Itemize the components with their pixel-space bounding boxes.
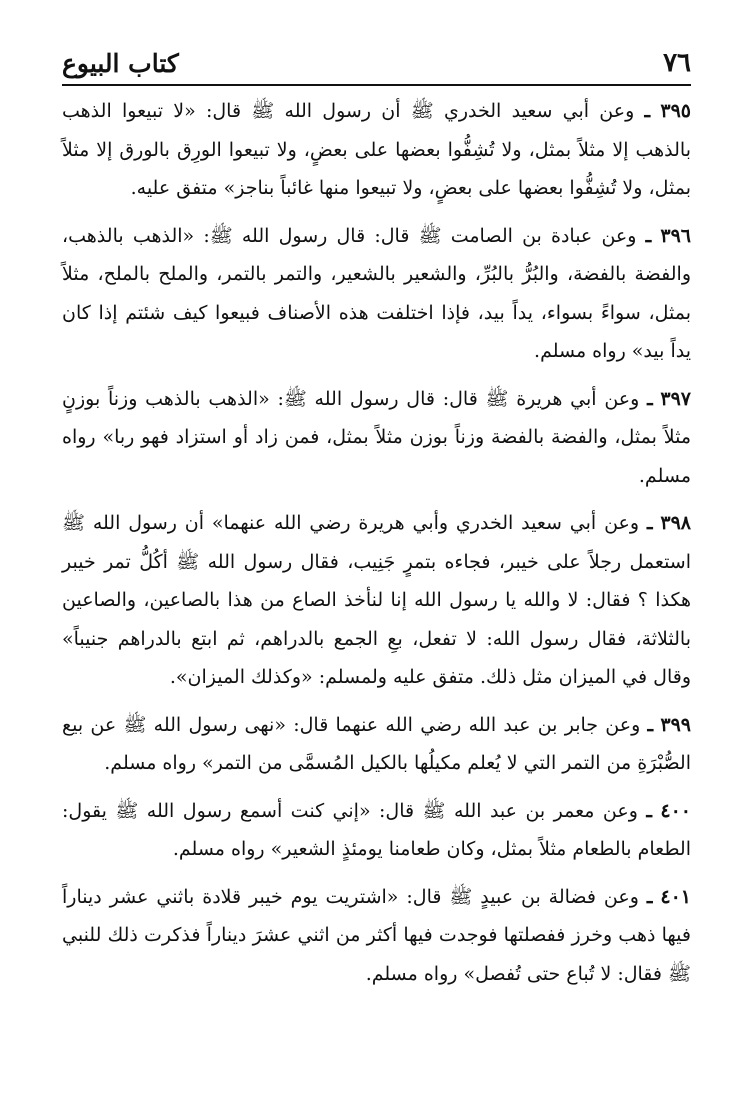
hadith-396: [62, 217, 691, 371]
hadith-400: [62, 792, 691, 869]
hadith-number: ٣٩٥: [660, 100, 691, 122]
hadith-number: ٣٩٩: [660, 713, 691, 736]
page-header: [62, 40, 691, 86]
hadith-401: [62, 878, 691, 994]
separator: ـ: [646, 885, 653, 908]
hadith-list: [62, 92, 691, 1002]
hadith-text: وعن عبادة بن الصامت ﷺ قال: قال رسول الله ﷺ: «الذهب بالذهب، والفضة بالفضة، والبُرُّ بالبُرِّ، والشعير بالشعير، والتمر بالتمر، والملح بالملح، مثلاً بمثل، سواءً بسواء، يداً بيد، فإذا اختلفت هذه الأصناف فبيعوا كيف شئتم إذا كان يداً بيد» رواه مسلم.: [62, 224, 691, 362]
hadith-395: [62, 92, 691, 208]
hadith-number: ٣٩٦: [660, 224, 691, 247]
hadith-number: ٣٩٨: [660, 512, 692, 534]
separator: ـ: [646, 512, 653, 534]
hadith-397: [62, 380, 691, 496]
book-title: كتاب البيوع: [62, 49, 179, 78]
separator: ـ: [646, 799, 652, 822]
separator: ـ: [647, 387, 653, 410]
hadith-text: وعن أبي سعيد الخدري وأبي هريرة رضي الله عنهما» أن رسول الله ﷺ استعمل رجلاً على خيبر، فجاءه بتمرٍ جَنِيب، فقال رسول الله ﷺ أكُلُّ تمر خيبر هكذا ؟ فقال: لا والله يا رسول الله إنا لنأخذ الصاع من هذا بالصاعين، والصاعين بالثلاثة، فقال رسول الله: لا تفعل، بعِ الجمع بالدراهم، ثم ابتع بالدراهم جنيباً» وقال في الميزان مثل ذلك. متفق عليه ولمسلم: «وكذلك الميزان».: [62, 512, 691, 688]
hadith-text: وعن فضالة بن عبيدٍ ﷺ قال: «اشتريت يوم خيبر قلادة باثني عشر ديناراً فيها ذهب وخرز ففصلتها فوجدت فيها أكثر من اثني عشرَ ديناراً فذكرت ذلك للنبي ﷺ فقال: لا تُباع حتى تُفصل» رواه مسلم.: [62, 885, 691, 985]
separator: ـ: [647, 713, 654, 736]
page-number: ٧٦: [663, 48, 691, 78]
separator: ـ: [644, 100, 651, 122]
hadith-399: [62, 706, 691, 783]
hadith-text: وعن أبي هريرة ﷺ قال: قال رسول الله ﷺ: «الذهب بالذهب وزناً بوزنٍ مثلاً بمثل، والفضة بالفضة وزناً بوزن مثلاً بمثل، فمن زاد أو استزاد فهو ربا» رواه مسلم.: [62, 387, 691, 487]
hadith-text: وعن أبي سعيد الخدري ﷺ أن رسول الله ﷺ قال: «لا تبيعوا الذهب بالذهب إلا مثلاً بمثل، ولا تُشِفُّوا بعضها على بعضٍ، ولا تبيعوا الورِق بالورق إلا مثلاً بمثل، ولا تُشِفُّوا بعضها على بعضٍ، ولا تبيعوا منها غائباً بناجز» متفق عليه.: [62, 100, 691, 199]
separator: ـ: [645, 224, 652, 247]
hadith-text: وعن جابر بن عبد الله رضي الله عنهما قال: «نهى رسول الله ﷺ عن بيع الصُّبْرَةِ من التمر التي لا يُعلم مكيلُها بالكيل المُسمَّى من التمر» رواه مسلم.: [62, 713, 691, 774]
hadith-number: ٤٠١: [660, 885, 691, 908]
hadith-398: [62, 504, 691, 697]
hadith-number: ٣٩٧: [660, 387, 692, 410]
hadith-number: ٤٠٠: [660, 799, 691, 822]
hadith-text: وعن معمر بن عبد الله ﷺ قال: «إني كنت أسمع رسول الله ﷺ يقول: الطعام بالطعام مثلاً بمثل، وكان طعامنا يومئذٍ الشعير» رواه مسلم.: [62, 799, 691, 860]
